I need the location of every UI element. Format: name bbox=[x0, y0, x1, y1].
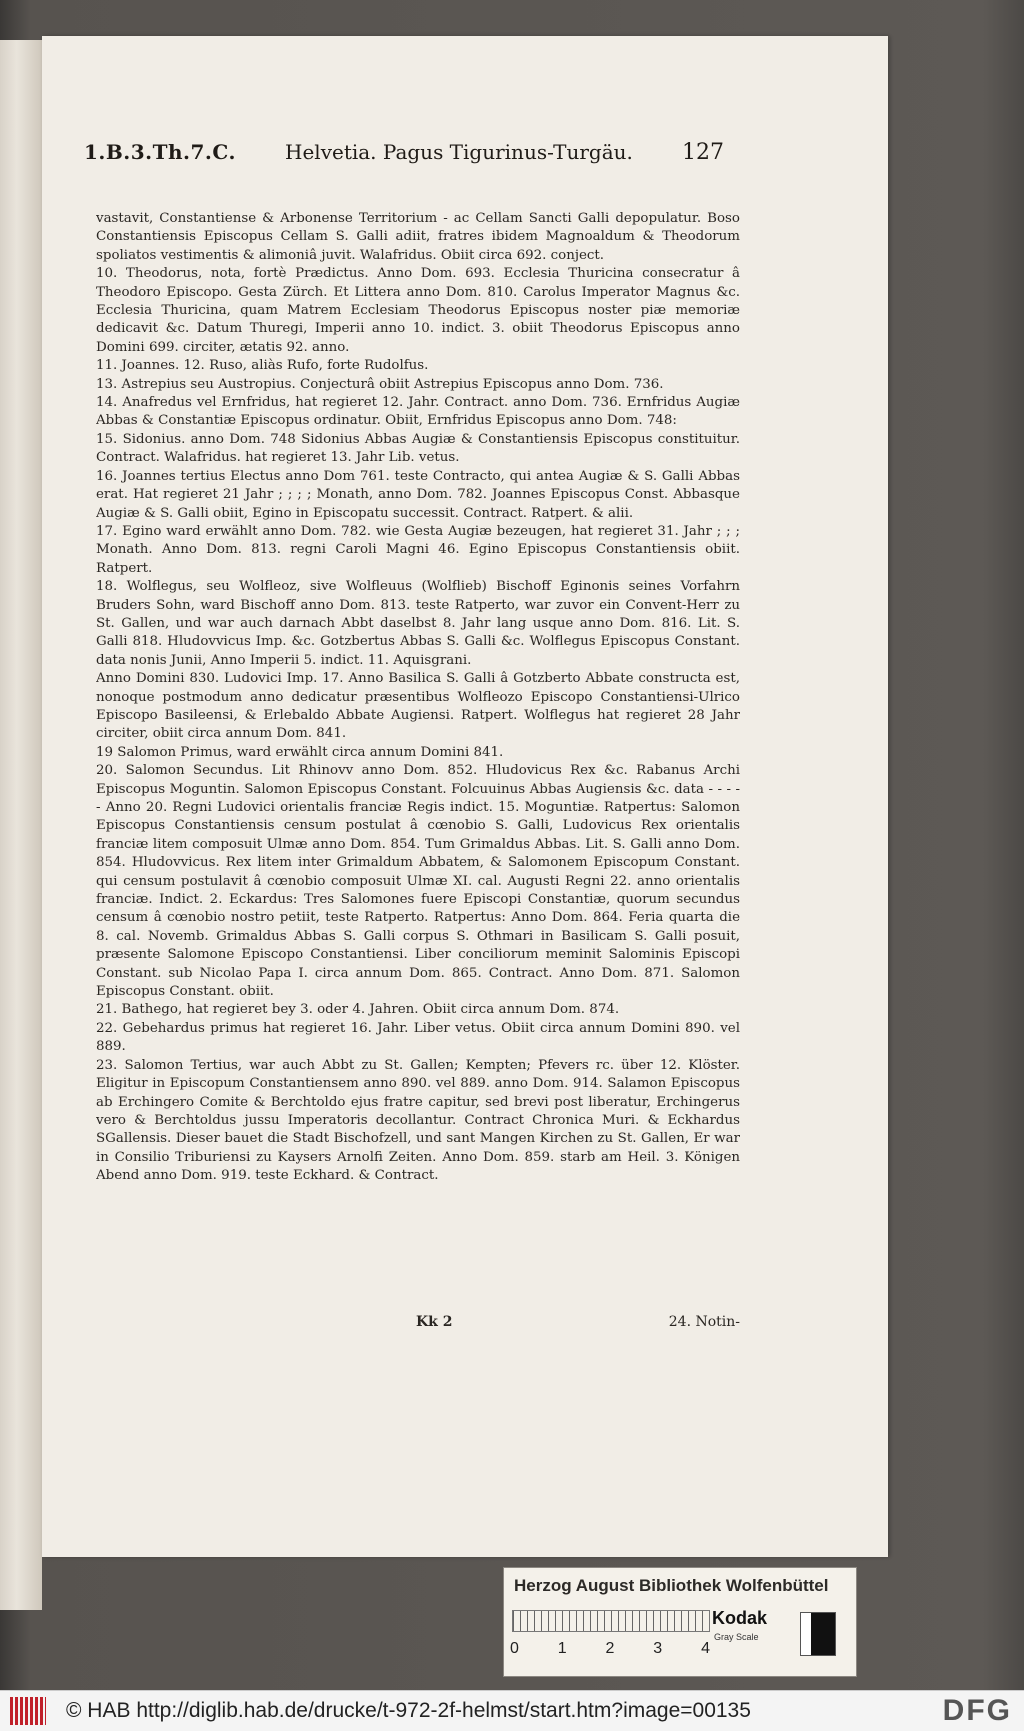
book-page-edges bbox=[0, 40, 42, 1610]
scale-ruler bbox=[512, 1610, 710, 1632]
ruler-number: 0 bbox=[510, 1640, 519, 1657]
hab-logo-icon bbox=[10, 1697, 46, 1725]
dfg-logo: DFG bbox=[942, 1694, 1012, 1727]
viewer-status-bar bbox=[0, 1690, 1024, 1731]
paragraph: 18. Wolflegus, seu Wolfleoz, sive Wolfleuus (Wolflieb) Bischoff Eginonis seines Vorfahrn Bruders Sohn, ward Bischoff anno Dom. 813. teste Ratperto, war zuvor ein Convent-Herr zu St. Gallen, und war auch darnach Abbt daselbst 8. Jahr lang usque anno Dom. 816. Lit. S. Galli 818. Hludovvicus Imp. &c. Gotzbertus Abbas S. Galli &c. Wolflegus Episcopus Constant. data nonis Junii, Anno Imperii 5. indict. 11. Aquisgrani. bbox=[96, 579, 740, 668]
library-name: Herzog August Bibliothek Wolfenbüttel bbox=[514, 1576, 829, 1595]
gray-scale-patch bbox=[800, 1612, 836, 1656]
paragraph: vastavit, Constantiense & Arbonense Territorium - ac Cellam Sancti Galli depopulatur. Boso Constantiensis Episcopus Cellam S. Galli adiit, fratres ibidem Magnoaldum & Theodorum spoliatos vestimentis & alimoniâ juvit. Walafridus. Obiit circa 692. conject. bbox=[96, 211, 740, 263]
paragraph: 19 Salomon Primus, ward erwählt circa annum Domini 841. bbox=[96, 744, 504, 760]
ruler-number: 3 bbox=[653, 1640, 663, 1657]
paragraph: 20. Salomon Secundus. Lit Rhinovv anno Dom. 852. Hludovicus Rex &c. Rabanus Archi Episcopus Moguntin. Salomon Episcopus Constant. Folcuuinus Abbas Augiensis &c. data - - - - - Anno 20. Regni Ludovici orientalis franciæ Regis indict. 15. Moguntiæ. Ratpertus: Salomon Episcopus Constantiensis censum postulat â cœnobio S. Galli, Ludovicus Rex orientalis franciæ litem composuit Ulmæ anno Dom. 854. Tum Grimaldus Abbas. Lit. S. Galli anno Dom. 854. Hludovvicus. Rex litem inter Grimaldum Abbatem, & Salomonem Episcopum Constant. qui censum postulavit â cœnobio composuit Ulmæ XI. cal. Augusti Regni 22. anno orientalis franciæ. Indict. 2. Eckardus: Tres Salomones fuere Episcopi Constantiæ, quorum secundus censum â cœnobio nostro petiit, teste Ratperto. Ratpertus: Anno Dom. 864. Feria quarta die 8. cal. Novemb. Grimaldus Abbas S. Galli corpus S. Othmari in Basilicam S. Galli posuit, præsente Salomone Episcopo Constantiensi. Liber conciliorum meminit Salominis Episcopi Constant. sub Nicolao Papa I. circa annum Dom. 865. Contract. Anno Dom. 871. Salomon Episcopus Constant. obiit. bbox=[96, 763, 740, 1000]
header-title: Helvetia. Pagus Tigurinus-Turgäu. bbox=[285, 140, 633, 164]
page-number: 127 bbox=[681, 140, 724, 165]
signature-mark: Kk 2 bbox=[416, 1314, 453, 1330]
header-reference: 1.B.3.Th.7.C. bbox=[84, 140, 236, 164]
running-header bbox=[84, 140, 724, 174]
color-target-card bbox=[503, 1567, 857, 1677]
paragraph: 16. Joannes tertius Electus anno Dom 761. teste Contracto, qui antea Augiæ & S. Galli Abbas erat. Hat regieret 21 Jahr ; ; ; ; Monath, anno Dom. 782. Joannes Episcopus Const. Abbasque Augiæ & S. Galli obiit, Egino in Episcopatu successit. Contract. Ratpert. & alii. bbox=[96, 468, 740, 521]
copyright-url[interactable]: © HAB http://diglib.hab.de/drucke/t-972-2f-helmst/start.htm?image=00135 bbox=[66, 1699, 751, 1722]
paragraph: 14. Anafredus vel Ernfridus, hat regieret 12. Jahr. Contract. anno Dom. 736. Ernfridus Augiæ Abbas & Constantiæ Episcopus ordinatur. Obiit, Ernfridus Episcopus anno Dom. 748: bbox=[96, 395, 740, 429]
paragraph: 10. Theodorus, nota, fortè Prædictus. Anno Dom. 693. Ecclesia Thuricina consecratur â Theodoro Episcopo. Gesta Zürch. Et Littera anno Dom. 810. Carolus Imperator Magnus &c. Ecclesia Thuricina, quam Matrem Ecclesiam Theodorus Episcopus noster piæ memoriæ dedicavit &c. Datum Thuregi, Imperii anno 10. indict. 3. obiit Theodorus Episcopus anno Domini 699. circiter, ætatis 92. anno. bbox=[96, 266, 740, 355]
paragraph: 21. Bathego, hat regieret bey 3. oder 4. Jahren. Obiit circa annum Dom. 874. bbox=[96, 1002, 620, 1018]
paragraph: 15. Sidonius. anno Dom. 748 Sidonius Abbas Augiæ & Constantiensis Episcopus constituitur. Contract. Walafridus. hat regieret 13. Jahr Lib. vetus. bbox=[96, 431, 740, 466]
paragraph: 11. Joannes. 12. Ruso, aliàs Rufo, forte Rudolfus. bbox=[96, 358, 429, 374]
ruler-number: 4 bbox=[701, 1640, 710, 1657]
page-footer bbox=[96, 1314, 740, 1336]
kodak-logo: Kodak bbox=[712, 1608, 768, 1628]
catchword: 24. Notin- bbox=[668, 1314, 740, 1330]
paragraph: 13. Astrepius seu Austropius. Conjecturâ obiit Astrepius Episcopus anno Dom. 736. bbox=[96, 376, 664, 392]
paragraph: Anno Domini 830. Ludovici Imp. 17. Anno Basilica S. Galli â Gotzberto Abbate constructa est, nonoque postmodum anno dedicatur præsentibus Wolfleozo Episcopo Constantiensi-Ulrico Episcopo Basileensi, & Erlebaldo Abbate Augiensi. Ratpert. Wolflegus hat regieret 28 Jahr circiter, obiit circa annum Dom. 841. bbox=[96, 671, 740, 742]
paragraph: 17. Egino ward erwählt anno Dom. 782. wie Gesta Augiæ bezeugen, hat regieret 31. Jahr ; ; ; Monath. Anno Dom. 813. regni Caroli Magni 46. Egino Episcopus Constantiensis obiit. Ratpert. bbox=[96, 523, 740, 576]
ruler-numbers bbox=[510, 1640, 710, 1662]
ruler-number: 2 bbox=[605, 1640, 615, 1657]
paragraph: 22. Gebehardus primus hat regieret 16. Jahr. Liber vetus. Obiit circa annum Domini 890. vel 889. bbox=[96, 1020, 740, 1055]
page-body-text bbox=[96, 210, 740, 1310]
paragraph: 23. Salomon Tertius, war auch Abbt zu St. Gallen; Kempten; Pfevers rc. über 12. Klöster. Eligitur in Episcopum Constantiensem anno 890. vel 889. anno Dom. 914. Salamon Episcopus ab Erchingero Comite & Berchtoldo ejus fratre capitur, sed brevi post liberatur, Erchingerus vero & Berchtoldus jussu Imperatoris decollantur. Contract Chronica Muri. & Eckhardus SGallensis. Dieser bauet die Stadt Bischofzell, und sant Mangen Kirchen zu St. Gallen, Er war in Consilio Triburiensi zu Kaysers Arnolfi Zeiten. Anno Dom. 859. starb am Heil. 3. Königen Abend anno Dom. 919. teste Eckhard. & Contract. bbox=[96, 1057, 740, 1184]
ruler-number: 1 bbox=[557, 1640, 567, 1657]
kodak-subtitle: Gray Scale bbox=[714, 1632, 759, 1642]
